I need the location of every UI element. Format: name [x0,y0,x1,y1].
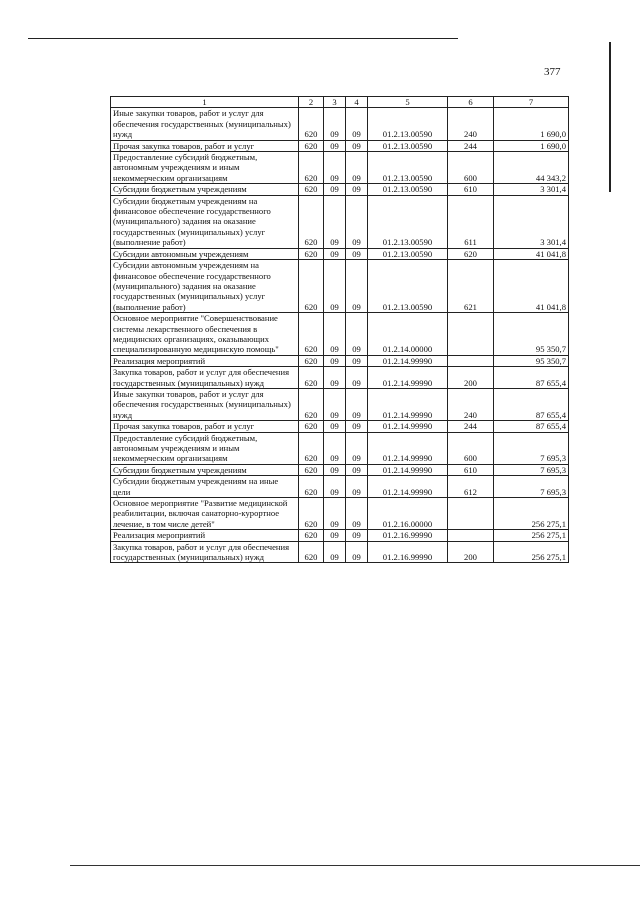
target-article-code: 01.2.14.99990 [368,432,448,464]
scan-border-right [609,42,611,192]
amount: 87 655,4 [494,388,569,420]
amount: 95 350,7 [494,313,569,356]
row-name: Закупка товаров, работ и услуг для обеспечения государственных (муниципальных) нужд [111,367,299,389]
expense-type-code: 600 [448,432,494,464]
page-number: 377 [544,66,561,78]
row-name: Прочая закупка товаров, работ и услуг [111,421,299,432]
ministry-code: 620 [299,313,324,356]
section-code: 09 [324,313,346,356]
subsection-code: 09 [346,432,368,464]
ministry-code: 620 [299,355,324,366]
row-name: Предоставление субсидий бюджетным, автономным учреждениям и иным некоммерческим организациям [111,432,299,464]
target-article-code: 01.2.14.99990 [368,367,448,389]
amount: 87 655,4 [494,367,569,389]
ministry-code: 620 [299,541,324,563]
section-code: 09 [324,195,346,248]
table-row [111,541,569,563]
row-name: Реализация мероприятий [111,355,299,366]
ministry-code: 620 [299,498,324,530]
section-code: 09 [324,152,346,184]
expense-type-code: 600 [448,152,494,184]
table-row [111,140,569,151]
amount: 44 343,2 [494,152,569,184]
subsection-code: 09 [346,260,368,313]
subsection-code: 09 [346,541,368,563]
target-article-code: 01.2.16.99990 [368,530,448,541]
amount: 256 275,1 [494,541,569,563]
scan-border-top [28,38,458,39]
amount: 95 350,7 [494,355,569,366]
amount: 1 690,0 [494,140,569,151]
column-header: 2 [299,97,324,108]
table-row [111,152,569,184]
expense-type-code: 244 [448,140,494,151]
ministry-code: 620 [299,464,324,475]
subsection-code: 09 [346,195,368,248]
ministry-code: 620 [299,476,324,498]
table-row [111,195,569,248]
ministry-code: 620 [299,184,324,195]
scan-border-bottom [70,865,640,866]
table-row [111,248,569,259]
table-row [111,260,569,313]
target-article-code: 01.2.13.00590 [368,195,448,248]
target-article-code: 01.2.13.00590 [368,260,448,313]
expense-type-code: 620 [448,248,494,259]
column-header: 7 [494,97,569,108]
subsection-code: 09 [346,313,368,356]
subsection-code: 09 [346,476,368,498]
amount: 7 695,3 [494,476,569,498]
expense-type-code: 611 [448,195,494,248]
subsection-code: 09 [346,248,368,259]
ministry-code: 620 [299,195,324,248]
row-name: Субсидии автономным учреждениям [111,248,299,259]
target-article-code: 01.2.13.00590 [368,248,448,259]
section-code: 09 [324,421,346,432]
amount: 41 041,8 [494,248,569,259]
ministry-code: 620 [299,388,324,420]
expense-type-code [448,498,494,530]
column-header: 5 [368,97,448,108]
row-name: Субсидии бюджетным учреждениям [111,184,299,195]
table-row [111,421,569,432]
target-article-code: 01.2.16.99990 [368,541,448,563]
expense-type-code [448,313,494,356]
expense-type-code: 240 [448,108,494,140]
ministry-code: 620 [299,152,324,184]
table-row [111,108,569,140]
table-row [111,313,569,356]
row-name: Субсидии автономным учреждениям на финансовое обеспечение государственного (муниципального) задания на оказание государственных (муниципальных) услуг (выполнение работ) [111,260,299,313]
row-name: Предоставление субсидий бюджетным, автономным учреждениям и иным некоммерческим организациям [111,152,299,184]
target-article-code: 01.2.16.00000 [368,498,448,530]
target-article-code: 01.2.14.99990 [368,355,448,366]
row-name: Реализация мероприятий [111,530,299,541]
table-row [111,530,569,541]
section-code: 09 [324,355,346,366]
expense-type-code [448,355,494,366]
table-row [111,464,569,475]
target-article-code: 01.2.14.99990 [368,464,448,475]
budget-table [110,96,569,563]
expense-type-code: 240 [448,388,494,420]
section-code: 09 [324,248,346,259]
table-row [111,184,569,195]
subsection-code: 09 [346,184,368,195]
target-article-code: 01.2.13.00590 [368,184,448,195]
amount: 256 275,1 [494,530,569,541]
table-row [111,498,569,530]
column-header: 3 [324,97,346,108]
expense-type-code: 610 [448,184,494,195]
section-code: 09 [324,388,346,420]
amount: 3 301,4 [494,184,569,195]
section-code: 09 [324,464,346,475]
subsection-code: 09 [346,388,368,420]
amount: 3 301,4 [494,195,569,248]
amount: 41 041,8 [494,260,569,313]
ministry-code: 620 [299,108,324,140]
section-code: 09 [324,476,346,498]
section-code: 09 [324,498,346,530]
row-name: Субсидии бюджетным учреждениям на иные цели [111,476,299,498]
ministry-code: 620 [299,421,324,432]
row-name: Субсидии бюджетным учреждениям [111,464,299,475]
target-article-code: 01.2.14.99990 [368,388,448,420]
ministry-code: 620 [299,260,324,313]
target-article-code: 01.2.14.00000 [368,313,448,356]
ministry-code: 620 [299,432,324,464]
amount: 1 690,0 [494,108,569,140]
column-header: 1 [111,97,299,108]
expense-type-code: 244 [448,421,494,432]
subsection-code: 09 [346,530,368,541]
subsection-code: 09 [346,498,368,530]
expense-type-code: 200 [448,541,494,563]
subsection-code: 09 [346,464,368,475]
column-number-row [111,97,569,108]
row-name: Закупка товаров, работ и услуг для обеспечения государственных (муниципальных) нужд [111,541,299,563]
ministry-code: 620 [299,140,324,151]
amount: 87 655,4 [494,421,569,432]
ministry-code: 620 [299,367,324,389]
table-row [111,432,569,464]
row-name: Основное мероприятие "Совершенствование системы лекарственного обеспечения в медицинских организациях, оказывающих специализированную медицинскую помощь" [111,313,299,356]
expense-type-code: 200 [448,367,494,389]
amount: 7 695,3 [494,464,569,475]
column-header: 4 [346,97,368,108]
expense-type-code: 612 [448,476,494,498]
target-article-code: 01.2.13.00590 [368,140,448,151]
amount: 7 695,3 [494,432,569,464]
amount: 256 275,1 [494,498,569,530]
expense-type-code: 621 [448,260,494,313]
subsection-code: 09 [346,355,368,366]
table-row [111,355,569,366]
section-code: 09 [324,184,346,195]
target-article-code: 01.2.13.00590 [368,152,448,184]
target-article-code: 01.2.14.99990 [368,421,448,432]
table-row [111,367,569,389]
target-article-code: 01.2.13.00590 [368,108,448,140]
section-code: 09 [324,432,346,464]
table-row [111,388,569,420]
row-name: Основное мероприятие "Развитие медицинской реабилитации, включая санаторно-курортное лечение, в том числе детей" [111,498,299,530]
row-name: Прочая закупка товаров, работ и услуг [111,140,299,151]
subsection-code: 09 [346,421,368,432]
row-name: Иные закупки товаров, работ и услуг для обеспечения государственных (муниципальных) нужд [111,388,299,420]
subsection-code: 09 [346,367,368,389]
target-article-code: 01.2.14.99990 [368,476,448,498]
expense-type-code: 610 [448,464,494,475]
row-name: Субсидии бюджетным учреждениям на финансовое обеспечение государственного (муниципального) задания на оказание государственных (муниципальных) услуг (выполнение работ) [111,195,299,248]
section-code: 09 [324,530,346,541]
section-code: 09 [324,140,346,151]
subsection-code: 09 [346,152,368,184]
ministry-code: 620 [299,248,324,259]
subsection-code: 09 [346,108,368,140]
section-code: 09 [324,541,346,563]
column-header: 6 [448,97,494,108]
section-code: 09 [324,108,346,140]
section-code: 09 [324,260,346,313]
subsection-code: 09 [346,140,368,151]
table-row [111,476,569,498]
ministry-code: 620 [299,530,324,541]
section-code: 09 [324,367,346,389]
expense-type-code [448,530,494,541]
row-name: Иные закупки товаров, работ и услуг для обеспечения государственных (муниципальных) нужд [111,108,299,140]
